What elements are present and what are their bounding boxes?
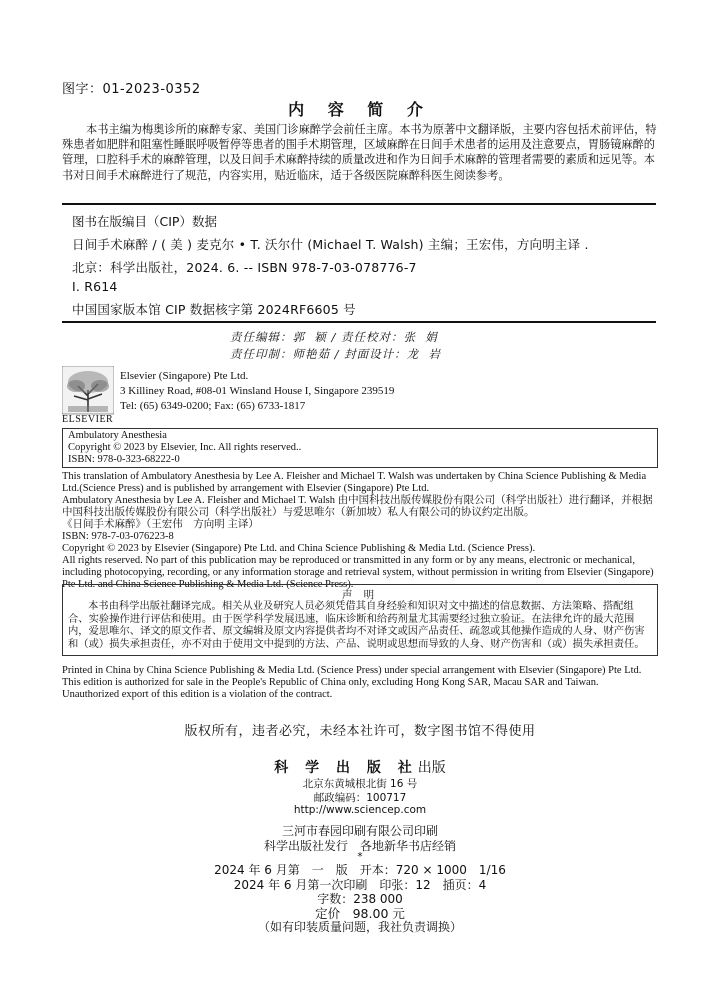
divider-cip xyxy=(62,321,656,323)
edition-line: 2024 年 6 月第一次印刷 印张：12 插页：4 xyxy=(233,878,487,892)
cip-line: 北京：科学出版社，2024. 6. -- ISBN 978-7-03-078776-7 xyxy=(72,260,417,275)
declaration-title: 声 明 xyxy=(341,589,379,601)
translation-notice xyxy=(62,471,658,591)
distributor: 科学出版社发行 各地新华书店经销 xyxy=(263,839,456,853)
translation-paragraph: ISBN: 978-7-03-076223-8 xyxy=(62,531,174,542)
price: 定价 98.00 元 xyxy=(315,906,405,921)
edition-line: 2024 年 6 月第 一 版 开本：720 × 1000 1/16 xyxy=(214,863,506,877)
printed-notice: Printed in China by China Science Publishing & Media Ltd. (Science Press) under special arrangement with Elsevier (Singapore) Pte Ltd. This edition is authorized for sale in the People's Republic of China only, excluding Hong Kong SAR, Macau SAR and Taiwan. Unauthorized export of this edition is a violation of the contract. xyxy=(62,665,642,701)
cip-line: 日间手术麻醉 / ( 美 ) 麦克尔 • T. 沃尔什 (Michael T. Walsh) 主编；王宏伟，方向明主译 . xyxy=(72,237,589,252)
divider-top xyxy=(62,203,656,205)
original-isbn: ISBN: 978-0-323-68222-0 xyxy=(68,454,180,465)
cip-line: 中国国家版本馆 CIP 数据核字第 2024RF6605 号 xyxy=(72,302,356,317)
editor-credits: 责任编辑：郭 颖 / 责任校对：张 娟 xyxy=(230,330,438,344)
quality-note: （如有印装质量问题，我社负责调换） xyxy=(257,920,462,934)
publisher-postcode: 邮政编码：100717 xyxy=(313,792,407,804)
publisher-name-text: 科 学 出 版 社 xyxy=(274,760,418,776)
separator-star: * xyxy=(357,851,363,863)
word-count: 字数：238 000 xyxy=(317,892,403,906)
printer: 三河市春园印刷有限公司印刷 xyxy=(281,824,438,838)
original-copyright: Copyright © 2023 by Elsevier, Inc. All rights reserved.. xyxy=(68,442,302,453)
registration-number: 图字：01-2023-0352 xyxy=(62,82,201,97)
publisher-suffix: 出版 xyxy=(417,760,446,776)
cip-title: 图书在版编目（CIP）数据 xyxy=(72,214,217,229)
translation-paragraph: 《日间手术麻醉》（王宏伟 方向明 主译） xyxy=(62,519,259,530)
declaration-text: 本书由科学出版社翻译完成。相关从业及研究人员必须凭借其自身经验和知识对文中描述的信息数据、方法策略、搭配组合、实验操作进行评估和使用。由于医学科学发展迅速，临床诊断和给药剂量尤其需要经过独立验证。在法律允许的最大范围内，爱思唯尔、译文的原文作者、原文编辑及原文内容提供者均不对译文或因产品责任、疏忽或其他操作造成的人身、财产伤害和（或）损失承担责任，亦不对由于使用文中提到的方法、产品、说明或思想而导致的人身、财产伤害和（或）损失承担责任。 xyxy=(68,600,645,650)
elsevier-address-line: Elsevier (Singapore) Pte Ltd. xyxy=(120,370,249,382)
translation-paragraph: Ambulatory Anesthesia by Lee A. Fleisher and Michael T. Walsh 由中国科技出版传媒股份有限公司（科学出版社）进行翻译，并根据中国科技出版传媒股份有限公司（科学出版社）与爱思唯尔（新加坡）私人有限公司的协议约定出版。 xyxy=(62,495,653,518)
rights-statement: 版权所有，违者必究，未经本社许可，数字图书馆不得使用 xyxy=(184,724,536,739)
translation-paragraph: All rights reserved. No part of this publication may be reproduced or transmitted in any form or by any means, electronic or mechanical, including photocopying, recording, or any information storage and retrieval system, without permission in writing from Elsevier (Singapore) Pte Ltd. and China Science Publishing & Media Ltd. (Science Press). xyxy=(62,555,654,590)
translation-paragraph: Copyright © 2023 by Elsevier (Singapore) Pte Ltd. and China Science Publishing & Media Ltd. (Science Press). xyxy=(62,543,536,554)
elsevier-address-line: Tel: (65) 6349-0200; Fax: (65) 6733-1817 xyxy=(120,400,306,412)
summary-title: 内 容 简 介 xyxy=(288,100,432,119)
elsevier-logo-text: ELSEVIER xyxy=(62,414,114,425)
publisher-name xyxy=(0,757,720,777)
translation-paragraph: This translation of Ambulatory Anesthesia by Lee A. Fleisher and Michael T. Walsh was undertaken by China Science Publishing & Media Ltd.(Science Press) and is published by arrangement with Elsevier (Singapore) Pte Ltd. xyxy=(62,471,647,494)
original-title: Ambulatory Anesthesia xyxy=(68,430,167,441)
cip-line: Ⅰ. R614 xyxy=(72,279,118,294)
summary-text: 本书主编为梅奥诊所的麻醉专家、美国门诊麻醉学会前任主席。本书为原著中文翻译版，主要内容包括术前评估，特殊患者如肥胖和阻塞性睡眠呼吸暂停等患者的围手术期管理，区域麻醉在日间手术患者的运用及注意要点，胃肠镜麻醉的管理，口腔科手术的麻醉管理，以及日间手术麻醉持续的质量改进和作为日间手术麻醉的管理者需要的素质和远见等。本书对日间手术麻醉进行了规范，内容实用，贴近临床，适于各级医院麻醉科医生阅读参考。 xyxy=(62,123,657,182)
publisher-address: 北京东黄城根北街 16 号 xyxy=(302,778,418,790)
publisher-url: http://www.sciencep.com xyxy=(293,804,427,816)
elsevier-address-line: 3 Killiney Road, #08-01 Winsland House I, Singapore 239519 xyxy=(120,385,395,397)
editor-credits: 责任印制：师艳茹 / 封面设计：龙 岩 xyxy=(230,347,441,361)
